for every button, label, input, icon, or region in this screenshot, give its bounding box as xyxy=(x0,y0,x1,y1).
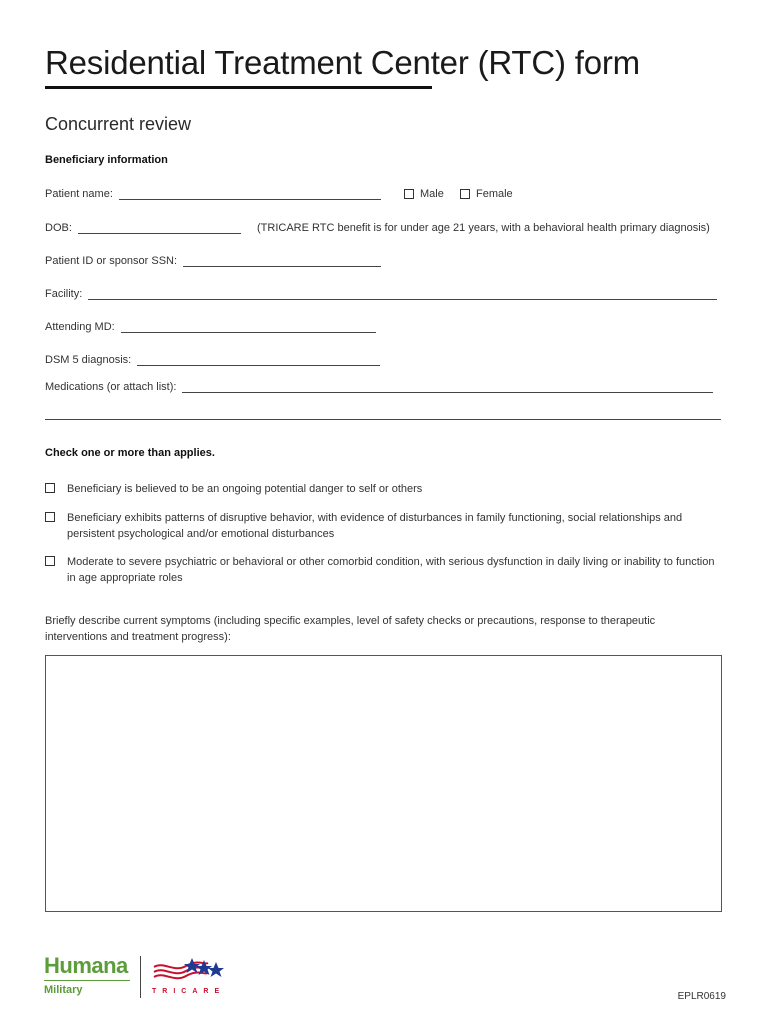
tricare-mark-icon xyxy=(152,955,226,985)
male-label: Male xyxy=(420,188,444,200)
facility-field[interactable] xyxy=(45,288,717,300)
tricare-logo-text: TRICARE xyxy=(152,988,226,995)
title-underline xyxy=(45,86,432,89)
patient-name-field[interactable] xyxy=(45,188,381,200)
patient-name-label: Patient name: xyxy=(45,188,113,200)
male-checkbox[interactable] xyxy=(404,189,414,199)
criteria-item[interactable] xyxy=(45,481,715,497)
medications-field[interactable] xyxy=(45,381,713,393)
page-title: Residential Treatment Center (RTC) form xyxy=(45,44,640,81)
humana-logo-rule xyxy=(44,980,130,981)
medications-input-line[interactable] xyxy=(182,381,713,393)
symptoms-prompt: Briefly describe current symptoms (including specific examples, level of safety checks or precautions, response to therapeutic interventions and treatment progress): xyxy=(45,615,656,643)
facility-label: Facility: xyxy=(45,288,83,300)
attending-md-field[interactable] xyxy=(45,321,376,333)
criteria-checkbox[interactable] xyxy=(45,556,55,566)
patient-id-input-line[interactable] xyxy=(183,255,381,267)
medications-label: Medications (or attach list): xyxy=(45,381,177,393)
dsm-diagnosis-field[interactable] xyxy=(45,354,380,366)
beneficiary-section-heading: Beneficiary information xyxy=(45,154,168,166)
humana-logo-text: Humana xyxy=(44,953,128,978)
female-checkbox[interactable] xyxy=(460,189,470,199)
criteria-item-text: Beneficiary is believed to be an ongoing potential danger to self or others xyxy=(67,483,423,495)
medications-continuation-line[interactable] xyxy=(45,408,721,420)
facility-input-line[interactable] xyxy=(88,288,717,300)
dsm-diagnosis-label: DSM 5 diagnosis: xyxy=(45,354,132,366)
dob-field[interactable] xyxy=(45,222,241,234)
criteria-checkbox[interactable] xyxy=(45,512,55,522)
military-logo-text: Military xyxy=(44,984,83,996)
dob-input-line[interactable] xyxy=(78,222,241,234)
dsm-diagnosis-input-line[interactable] xyxy=(137,354,380,366)
dob-note: (TRICARE RTC benefit is for under age 21 years, with a behavioral health primary diagnosis) xyxy=(257,222,710,234)
criteria-section-heading: Check one or more than applies. xyxy=(45,447,215,459)
criteria-item-text: Beneficiary exhibits patterns of disruptive behavior, with evidence of disturbances in family functioning, social relationships and persistent psychological and/or emotional disturbances xyxy=(67,512,683,540)
attending-md-input-line[interactable] xyxy=(121,321,376,333)
form-code: EPLR0619 xyxy=(677,991,726,1002)
symptoms-textarea[interactable] xyxy=(45,655,722,912)
logo-divider xyxy=(140,956,141,998)
female-label: Female xyxy=(476,188,513,200)
patient-id-label: Patient ID or sponsor SSN: xyxy=(45,255,178,267)
criteria-item[interactable] xyxy=(45,554,715,586)
dob-label: DOB: xyxy=(45,222,72,234)
male-option[interactable] xyxy=(404,188,444,200)
criteria-checkbox[interactable] xyxy=(45,483,55,493)
criteria-item-text: Moderate to severe psychiatric or behavioral or other comorbid condition, with serious dysfunction in daily living or inability to function in age appropriate roles xyxy=(67,556,715,584)
patient-id-field[interactable] xyxy=(45,255,381,267)
attending-md-label: Attending MD: xyxy=(45,321,115,333)
female-option[interactable] xyxy=(460,188,513,200)
patient-name-input-line[interactable] xyxy=(119,188,381,200)
criteria-item[interactable] xyxy=(45,510,715,542)
tricare-logo xyxy=(152,955,226,995)
humana-military-logo xyxy=(44,954,130,996)
form-subtitle: Concurrent review xyxy=(45,114,192,134)
